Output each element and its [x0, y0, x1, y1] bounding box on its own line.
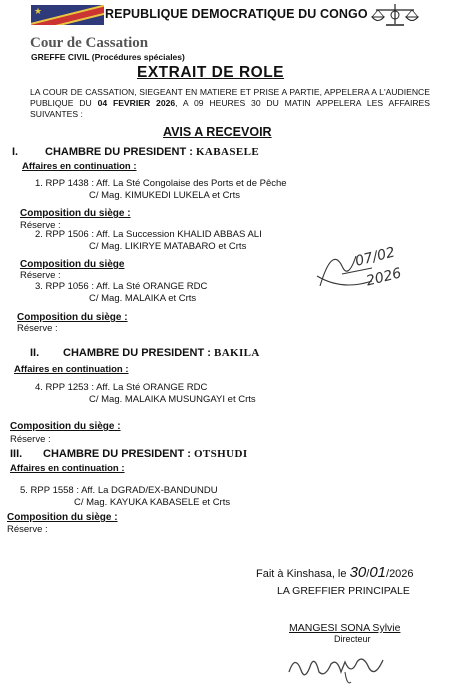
registry-name: GREFFE CIVIL (Procédures spéciales) [31, 52, 185, 62]
reserve-label: Réserve : [17, 323, 58, 334]
chamber-label: CHAMBRE DU PRESIDENT : [63, 347, 211, 359]
court-name: Cour de Cassation [30, 35, 149, 51]
done-year: 2026 [389, 568, 414, 580]
intro-paragraph [30, 87, 430, 120]
case-item [35, 229, 262, 253]
case-against: C/ Mag. MALAIKA et Crts [89, 293, 197, 304]
drc-flag-icon: ★ [31, 5, 104, 25]
case-line: 1. RPP 1438 : Aff. La Sté Congolaise des Ports et de Pêche [35, 178, 287, 189]
continuation-label: Affaires en continuation : [14, 364, 129, 375]
case-against: C/ Mag. KAYUKA KABASELE et Crts [74, 497, 231, 508]
handwritten-date-stamp [312, 236, 422, 296]
continuation-label: Affaires en continuation : [10, 463, 125, 474]
case-line: 4. RPP 1253 : Aff. La Sté ORANGE RDC [35, 382, 208, 393]
done-at: Fait à Kinshasa, le 30/01/2026 [256, 564, 414, 581]
chamber-3-heading [10, 448, 248, 460]
case-against: C/ Mag. LIKIRYE MATABARO et Crts [89, 241, 247, 252]
republic-heading: REPUBLIQUE DEMOCRATIQUE DU CONGO [105, 7, 368, 21]
chamber-numeral: I. [12, 146, 19, 158]
document-title: EXTRAIT DE ROLE [137, 64, 285, 81]
chamber-numeral: II. [30, 347, 40, 359]
signatory-title: Directeur [334, 634, 371, 644]
case-item [35, 382, 256, 406]
svg-text:07/02: 07/02 [353, 244, 397, 270]
case-line: 3. RPP 1056 : Aff. La Sté ORANGE RDC [35, 281, 208, 292]
reserve-label: Réserve : [10, 434, 51, 445]
case-line: 2. RPP 1506 : Aff. La Succession KHALID ABBAS ALI [35, 229, 262, 240]
composition-label: Composition du siège : [10, 421, 121, 432]
composition-label: Composition du siège [20, 259, 125, 270]
done-month: 01 [369, 564, 386, 581]
composition-label: Composition du siège : [17, 312, 128, 323]
case-line: 5. RPP 1558 : Aff. La DGRAD/EX-BANDUNDU [20, 485, 218, 496]
chamber-president: KABASELE [195, 146, 260, 158]
case-against: C/ Mag. MALAIKA MUSUNGAYI et Crts [89, 394, 256, 405]
signatory-role: LA GREFFIER PRINCIPALE [277, 585, 410, 597]
chamber-president: BAKILA [213, 347, 260, 359]
intro-before-date: LA COUR DE CASSATION, SIEGEANT EN MATIERE ET PRISE A PARTIE, APPELERA A L'AUDIENCE PUBLIQUE DU [30, 87, 430, 108]
chamber-label: CHAMBRE DU PRESIDENT : [45, 146, 193, 158]
handwritten-signature [285, 642, 405, 690]
done-day: 30 [349, 564, 367, 581]
intro-after-date: , A 09 HEURES 30 DU MATIN APPELERA LES AFFAIRES SUIVANTES : [30, 98, 431, 119]
composition-label: Composition du siège : [7, 512, 118, 523]
composition-label: Composition du siège : [20, 208, 131, 219]
section-title: AVIS A RECEVOIR [163, 125, 272, 139]
reserve-label: Réserve : [20, 270, 61, 281]
scales-of-justice-icon [370, 2, 420, 28]
reserve-label: Réserve : [20, 220, 61, 231]
signatory-name: MANGESI SONA Sylvie [289, 622, 401, 634]
done-at-prefix: Fait à Kinshasa, le [256, 568, 347, 580]
continuation-label: Affaires en continuation : [22, 161, 137, 172]
chamber-president: OTSHUDI [193, 448, 248, 460]
reserve-label: Réserve : [7, 524, 48, 535]
case-item [35, 281, 207, 305]
hearing-date: 04 FEVRIER 2026 [97, 98, 176, 108]
svg-text:2026: 2026 [364, 265, 403, 290]
chamber-1-heading [12, 146, 259, 158]
case-item [20, 485, 230, 509]
chamber-label: CHAMBRE DU PRESIDENT : [43, 448, 191, 460]
case-item [35, 178, 287, 202]
chamber-2-heading [30, 347, 260, 359]
chamber-numeral: III. [10, 448, 23, 460]
case-against: C/ Mag. KIMUKEDI LUKELA et Crts [89, 190, 240, 201]
